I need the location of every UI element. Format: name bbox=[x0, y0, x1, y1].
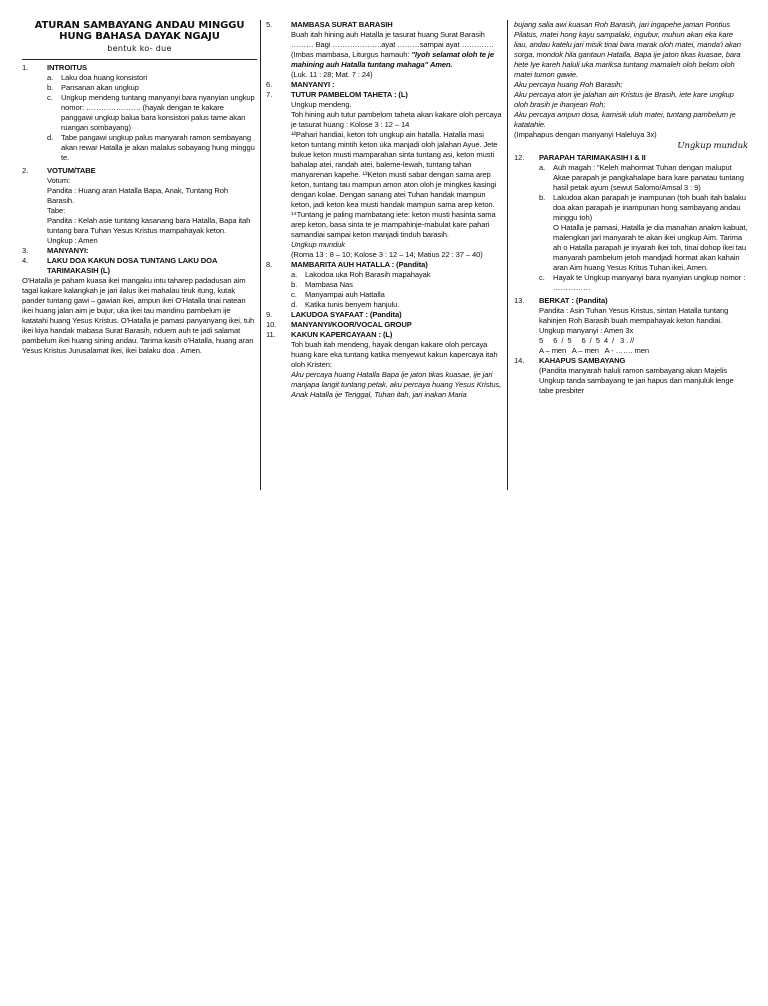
section-number: 11. bbox=[266, 330, 276, 339]
section-number: 1. bbox=[22, 63, 29, 72]
section-3 bbox=[22, 246, 257, 256]
document-title-line-2: HUNG BAHASA DAYAK NGAJU bbox=[59, 31, 220, 42]
music-notation: 5 6 / 5 6 / 5 4 / 3 . // bbox=[539, 336, 635, 345]
section-title: INTROITUS bbox=[47, 63, 88, 72]
creed-text: Aku percaya huang Hatalla Bapa ije jaton tikas kuasae, ije jari manjapa langit tuntang petak, aku percaya huang Yesus Kristus, Anak Hatalla ije Tenggal, Tuhan itah, jari inakan Maria bbox=[291, 370, 502, 399]
section-12 bbox=[514, 153, 748, 163]
section-number: 5. bbox=[266, 20, 273, 29]
creed-text: Aku percaya huang Roh Barasih; bbox=[514, 80, 623, 89]
section-6 bbox=[266, 80, 502, 90]
column-2 bbox=[266, 20, 502, 400]
section-title: MAMBASA SURAT BARASIH bbox=[291, 20, 393, 29]
document-subtitle: bentuk ko- due bbox=[107, 44, 172, 53]
section-number: 4. bbox=[22, 256, 29, 265]
list-item-text: Pansanan akan ungkup bbox=[61, 83, 139, 92]
paragraph: (Impahapus dengan manyanyi Haleluya 3x) bbox=[514, 130, 657, 139]
section-number: 7. bbox=[266, 90, 273, 99]
list-item-text: Lakudoa akan parapah je inampunan (toh buah itah balaku doa akan parapah je inampunan hong sambayang andau minggu toh) bbox=[553, 193, 746, 222]
list-item-text: Manyampai auh Hattalla bbox=[305, 290, 385, 299]
paragraph: Ungkup : Amen bbox=[47, 236, 98, 245]
section-title: KAKUN KAPERCAYAAN : (L) bbox=[291, 330, 393, 339]
creed-text: bujang salia awi kuasan Roh Barasih, jari ingapehe jaman Pontius Pilatus, matei hong kayu sampalaki, ingubur, muhun akan eka kare liau, andau katelu jari misik tinai bara marak oloh matei, manda'i akan sorga, mondok hila gantaun Hatalla, Bapa ije jaton tikas kuasae, bara hete lye kareh haluli uka mariksa tuntang mamaleh oloh belom oloh matei tumon gawie. bbox=[514, 20, 741, 79]
response-text: "Iyoh selamat oloh te je mahining auh Hatalla tuntang mahaga" Amen. bbox=[291, 50, 495, 69]
section-7 bbox=[266, 90, 502, 100]
column-3 bbox=[514, 20, 748, 396]
list-item-text: Mambasa Nas bbox=[305, 280, 353, 289]
list-item-text: Laku doa huang konsistori bbox=[61, 73, 148, 82]
list-item bbox=[514, 223, 748, 273]
paragraph: Buah itah hining auh Hatalla je tasurat huang Surat Barasih ……… Bagi ………………..ayat ………sampai ayat …………. bbox=[291, 30, 494, 49]
list-item: a. Auh magah : "Keleh mahormat Tuhan dengan maluput Akae parapah je pangkahalape bara kare panatau tuntang hasil petak ayum (sewut Salomo/Amsal 3 : 9) bbox=[514, 163, 748, 193]
list-item-text: Hayak te Ungkup manyanyi bara nyanyian ungkup nomor : …………… bbox=[553, 273, 746, 292]
list-item-text: Tabe pangawi ungkup palus manyarah ramon sembayang akan rewar Hatalla je akan malalus sobayang hung minggu te. bbox=[61, 133, 255, 162]
music-lyrics: A – men A – men A - ……. men bbox=[539, 346, 650, 355]
section-number: 6. bbox=[266, 80, 273, 89]
section-title: MANYANYI/KOOR/VOCAL GROUP bbox=[291, 320, 412, 329]
document-title-line-1: ATURAN SAMBAYANG ANDAU MINGGU bbox=[34, 20, 245, 31]
paragraph: ¹²Pahari handiai, keton toh ungkup ain hatalla. Hatalla masi keton tuntang mintih keton uka manjadi oloh jalahan Ayue. Jete bukue keton musti mamparahan sinta tuntang asi, keton musti bahalap atei, randah atei, baleme-lewah, tuntang tahan manyarenan kapehe. ¹³Keton musti sabar dengan sama arep keton, tuntang tau mampun amon aton oloh je mingkes kasingi dengan kolae. Dengan sanang atei Tuhan handak mampun keton, jadi keton kea musti handak mampun sama arep keton. ¹⁴Tuntang je paling mambatang iete: keton musti hasinta sama arep keton, basa sinta te je mampahinje-mabulat kare pahari samandiai sampai keton manjadi tinduh barasih. bbox=[291, 130, 498, 239]
section-9 bbox=[266, 310, 502, 320]
list-item-text: O Hatalla je pamasi, Hatalla je dia manahan anakm kabuat, malengkan jari manyarah te akan ikei ungkup Aim. Tarima ah o Hatalla parapah je inyarah ikei toh, tinai dohop ikei tau manyarah pambelum jetoh mandjadi hormat akan kahain aran Aim huang Yesus Kritus Tuhan ikei, Amen. bbox=[553, 223, 748, 272]
section-title: KAHAPUS SAMBAYANG bbox=[539, 356, 626, 365]
section-number: 2. bbox=[22, 166, 29, 175]
paragraph: Pandita : Huang aran Hatalla Bapa, Anak, Tuntang Roh Barasih. bbox=[47, 186, 228, 205]
section-number: 13. bbox=[514, 296, 525, 305]
section-title: MANYANYI: bbox=[47, 246, 89, 255]
paragraph: Ungkup mendeng. bbox=[291, 100, 352, 109]
section-title: BERKAT : (Pandita) bbox=[539, 296, 608, 305]
list-item-text: Katika tunis benyem hanjulu. bbox=[305, 300, 400, 309]
paragraph: Pandita : Asin Tuhan Yesus Kristus, sintan Hatalla tuntang kahinjen Roh Barasih buah mempahayak keton handiai. bbox=[539, 306, 729, 325]
paragraph: Tabe: bbox=[47, 206, 66, 215]
section-number: 10. bbox=[266, 320, 277, 329]
paragraph bbox=[266, 50, 502, 70]
paragraph: Ungkup manyanyi : Amen 3x bbox=[539, 326, 634, 335]
creed-text: Aku percaya aton ije jalahan ain Kristus ije Brasih, iete kare ungkup oloh brasih je ihanjean Roh; bbox=[514, 90, 734, 109]
section-11 bbox=[266, 330, 502, 340]
paragraph: Votum: bbox=[47, 176, 71, 185]
paragraph: (Roma 13 : 8 – 10; Kolose 3 : 12 – 14; Matius 22 : 37 – 40) bbox=[291, 250, 483, 259]
section-title: VOTUM/TABE bbox=[47, 166, 96, 175]
section-title: LAKU DOA KAKUN DOSA TUNTANG LAKU DOA TARIMAKASIH (L) bbox=[47, 256, 218, 275]
section-title: PARAPAH TARIMAKASIH I & II bbox=[539, 153, 646, 162]
section-title: MAMBARITA AUH HATALLA : (Pandita) bbox=[291, 260, 428, 269]
list-item: c. Ungkup mendeng tuntang manyanyi bara nyanyian ungkup nomor: …………………. (hayak dengan te kakare panggawi ungkup balua bara konsistori palus tame akan ruangan sombayang) bbox=[22, 93, 257, 133]
column-1 bbox=[22, 20, 257, 356]
section-number: 14. bbox=[514, 356, 525, 365]
title-rule bbox=[22, 59, 257, 60]
section-number: 12. bbox=[514, 153, 525, 162]
column-divider-1 bbox=[260, 20, 261, 490]
list-item: c. Manyampai auh Hattalla bbox=[266, 290, 502, 300]
instruction-script: Ungkup munduk bbox=[677, 141, 748, 151]
list-item: c. Hayak te Ungkup manyanyi bara nyanyian ungkup nomor : …………… bbox=[514, 273, 748, 293]
section-5 bbox=[266, 20, 502, 30]
section-title: TUTUR PAMBELOM TAHETA : (L) bbox=[291, 90, 408, 99]
section-number: 8. bbox=[266, 260, 273, 269]
section-title: MANYANYI : bbox=[291, 80, 335, 89]
list-item-text: Lakodoa uka Roh Barasih mapahayak bbox=[305, 270, 431, 279]
section-14 bbox=[514, 356, 748, 366]
paragraph: Toh buah itah mendeng, hayak dengan kakare oloh percaya huang kare eka tuntang katika menyewut kakun kapercaya itah oloh Kristen: bbox=[291, 340, 498, 369]
column-divider-2 bbox=[507, 20, 508, 490]
section-10 bbox=[266, 320, 502, 330]
list-item-text: Ungkup mendeng tuntang manyanyi bara nyanyian ungkup nomor: …………………. (hayak dengan te kakare panggawi ungkup balua bara konsistori palus tame akan ruangan sombayang) bbox=[61, 93, 255, 132]
list-item-text: Auh magah : "Keleh mahormat Tuhan dengan maluput Akae parapah je pangkahalape bara kare panatau tuntang hasil petak ayum (sewut Salomo/Amsal 3 : 9) bbox=[553, 163, 744, 192]
paragraph: Toh hining auh tutur pambelom taheta akan kakare oloh percaya je tasurat huang : Kolose 3 : 12 – 14 bbox=[291, 110, 502, 129]
creed-text: Aku percaya ampun dosa, kamisik uluh matei, tuntang pambelum je katatahie. bbox=[514, 110, 736, 129]
paragraph: (Pandita manyarah haluli ramon sambayang akan Majelis Ungkup tanda sambayang te jari hapus dan manjuluk lenge tabe presbiter bbox=[539, 366, 734, 395]
section-number: 9. bbox=[266, 310, 273, 319]
section-4 bbox=[22, 256, 257, 276]
list-item: d. Katika tunis benyem hanjulu. bbox=[266, 300, 502, 310]
section-2 bbox=[22, 166, 257, 176]
list-item: a. Laku doa huang konsistori bbox=[22, 73, 257, 83]
list-item: b. Mambasa Nas bbox=[266, 280, 502, 290]
section-number: 3. bbox=[22, 246, 29, 255]
list-item: b. Lakudoa akan parapah je inampunan (toh buah itah balaku doa akan parapah je inampunan hong sambayang andau minggu toh) bbox=[514, 193, 748, 223]
section-8 bbox=[266, 260, 502, 270]
instruction-text: (Imbas mambasa, Liturgus hamauh: bbox=[291, 50, 412, 59]
section-13 bbox=[514, 296, 748, 306]
paragraph: O'Hatalla je paham kuasa ikei mangaku intu taharep padadusan aim tagal kakare kalangkah je jari ilalus ikei mahalau tiruk itung, kutak pander tuntang gawi – gawian ikei, ampun ikei O'Hatalla tinai natean ikei huang jalan aim je bujur, uka ikei tau mandinu pambelum ije katatahi huang Yesus Kristus. O'Hatalla je pamasi panyanyang ikei, tuh ikei kiya handak mabasa Surat Barasih, nduem auh te jadi salamat pambelum ikei huang sining andau. Tarima kasih o'Hatalla, huang aran Yesus Kristus Jurusalamat ikei, ikei balaku doa . Amen. bbox=[22, 276, 255, 355]
list-item: b. Pansanan akan ungkup bbox=[22, 83, 257, 93]
section-title: LAKUDOA SYAFAAT : (Pandita) bbox=[291, 310, 402, 319]
list-item: a. Lakodoa uka Roh Barasih mapahayak bbox=[266, 270, 502, 280]
paragraph: (Luk. 11 : 28; Mat. 7 : 24) bbox=[291, 70, 373, 79]
paragraph: Pandita : Kelah asie tuntang kasanang bara Hatalla, Bapa itah tuntang bara Tuhan Yesus Kristus mampahayak keton. bbox=[47, 216, 251, 235]
paragraph: Ungkup munduk bbox=[291, 240, 345, 249]
section-1 bbox=[22, 63, 257, 73]
list-item: d. Tabe pangawi ungkup palus manyarah ramon sembayang akan rewar Hatalla je akan malalus sobayang hung minggu te. bbox=[22, 133, 257, 163]
